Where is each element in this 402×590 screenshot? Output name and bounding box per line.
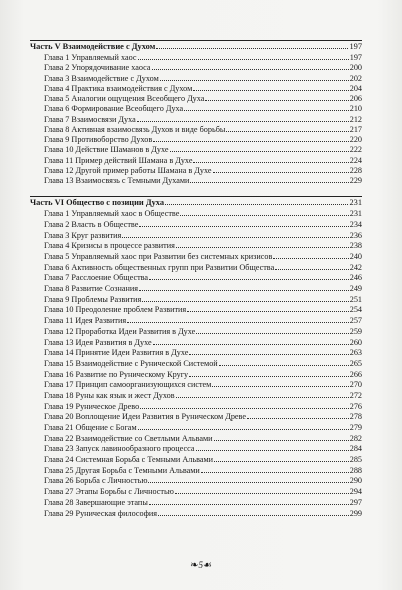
toc-entry xyxy=(44,241,362,252)
chapter-title: Глава 28 Завершающие этапы xyxy=(44,497,148,507)
page-number: 234 xyxy=(349,219,362,229)
page-number: 251 xyxy=(349,294,362,304)
page-number: 242 xyxy=(349,262,362,272)
chapter-title: Глава 3 Круг развития xyxy=(44,230,122,240)
toc-entry xyxy=(44,284,362,295)
dot-leader xyxy=(196,333,348,334)
chapter-list xyxy=(30,53,362,186)
dot-leader xyxy=(153,344,349,345)
chapter-title: Глава 17 Принцип самоорганизующихся систем xyxy=(44,380,212,390)
page-number: 197 xyxy=(349,42,362,51)
page-number: 284 xyxy=(349,444,362,454)
dot-leader xyxy=(180,215,348,216)
chapter-title: Глава 2 Упорядочивание хаоса xyxy=(44,63,151,73)
chapter-title: Глава 11 Идея Развития xyxy=(44,316,127,326)
chapter-title: Глава 7 Взаимосвязи Духа xyxy=(44,114,136,124)
dot-leader xyxy=(170,151,349,152)
chapter-title: Глава 25 Другая Борьба с Темными Альвами xyxy=(44,465,200,475)
page-number: 231 xyxy=(349,209,362,219)
dot-leader xyxy=(201,472,349,473)
toc-entry xyxy=(44,476,362,487)
toc-entry xyxy=(44,348,362,359)
toc-entry xyxy=(44,412,362,423)
chapter-title: Глава 5 Аналогии ощущения Всеобщего Духа xyxy=(44,94,205,103)
page-number: 276 xyxy=(349,401,362,411)
page-number: 222 xyxy=(349,145,362,155)
dot-leader xyxy=(214,461,349,462)
page-number: 299 xyxy=(349,508,362,518)
page-number: 238 xyxy=(349,241,362,251)
page-number: 260 xyxy=(349,337,362,347)
toc-entry xyxy=(44,166,362,176)
toc-entry xyxy=(44,305,362,316)
dot-leader xyxy=(176,397,349,398)
part-v xyxy=(30,40,362,186)
dot-leader xyxy=(138,59,349,60)
page-number: 206 xyxy=(349,94,362,103)
dot-leader xyxy=(184,110,349,111)
dot-leader xyxy=(205,100,348,101)
page-number: 217 xyxy=(349,124,362,134)
chapter-title: Глава 13 Взаимосвязь с Темными Духами xyxy=(44,176,190,185)
toc-entry xyxy=(44,509,362,520)
page-number: 270 xyxy=(349,380,362,390)
chapter-title: Глава 14 Принятие Идеи Развития в Духе xyxy=(44,348,189,358)
page-number-folio: 5 xyxy=(198,560,203,570)
chapter-title: Глава 15 Взаимодействие с Рунической Системой xyxy=(44,358,218,368)
toc-entry xyxy=(44,380,362,391)
dot-leader xyxy=(193,90,348,91)
toc-entry xyxy=(44,156,362,166)
dot-leader xyxy=(140,408,349,409)
chapter-title: Глава 2 Власть в Обществе xyxy=(44,219,139,229)
toc-entry xyxy=(44,104,362,114)
chapter-title: Глава 23 Запуск лавинообразного процесса xyxy=(44,444,195,454)
dot-leader xyxy=(193,162,348,163)
toc-entry xyxy=(44,84,362,94)
page-number: 212 xyxy=(349,114,362,124)
toc-entry xyxy=(44,370,362,381)
part-title-text: Часть V Взаимодействие с Духом xyxy=(30,42,156,51)
toc-entry xyxy=(44,444,362,455)
chapter-title: Глава 22 Взаимодействие со Светлыми Альвами xyxy=(44,433,213,443)
page-number: 263 xyxy=(349,348,362,358)
chapter-title: Глава 9 Противоборство Духов xyxy=(44,135,153,144)
chapter-title: Глава 7 Расслоение Общества xyxy=(44,273,149,283)
page-number: 266 xyxy=(349,369,362,379)
dot-leader xyxy=(148,482,348,483)
toc-entry xyxy=(44,391,362,402)
table-of-contents xyxy=(30,40,362,519)
page-number: 220 xyxy=(349,135,362,144)
dot-leader xyxy=(139,226,348,227)
toc-entry xyxy=(44,74,362,84)
part-vi xyxy=(30,196,362,519)
dot-leader xyxy=(149,504,349,505)
chapter-title: Глава 21 Общение с Богам xyxy=(44,423,137,432)
section-gap xyxy=(30,186,362,196)
dot-leader xyxy=(149,279,349,280)
chapter-title: Глава 29 Руническая философия xyxy=(44,508,158,518)
dot-leader xyxy=(138,429,349,430)
dot-leader xyxy=(212,386,348,387)
dot-leader xyxy=(196,450,349,451)
page-number: 297 xyxy=(349,497,362,507)
dot-leader xyxy=(219,365,349,366)
page-number: 249 xyxy=(349,284,362,294)
chapter-title: Глава 10 Преодоление проблем Развития xyxy=(44,305,187,315)
dot-leader xyxy=(214,440,349,441)
toc-entry xyxy=(44,53,362,63)
toc-entry xyxy=(44,316,362,327)
chapter-title: Глава 8 Развитие Сознания xyxy=(44,284,139,294)
page-number: 279 xyxy=(349,423,362,432)
part-title-text: Часть VI Общество с позиции Духа xyxy=(30,198,165,208)
toc-entry xyxy=(44,220,362,231)
chapter-title: Глава 5 Управляемый хаос при Развитии без системных кризисов xyxy=(44,252,273,261)
toc-entry xyxy=(44,145,362,155)
page-number: 254 xyxy=(349,305,362,315)
dot-leader xyxy=(165,204,348,205)
chapter-title: Глава 6 Формирование Всеобщего Духа xyxy=(44,104,184,114)
dot-leader xyxy=(189,354,348,355)
chapter-title: Глава 9 Проблемы Развития xyxy=(44,294,142,304)
toc-entry xyxy=(44,402,362,413)
page-number: 265 xyxy=(349,358,362,368)
toc-entry xyxy=(44,115,362,125)
chapter-title: Глава 13 Идея Развития в Духе xyxy=(44,337,152,347)
toc-entry xyxy=(44,63,362,73)
dot-leader xyxy=(137,121,349,122)
page-number: 288 xyxy=(349,465,362,475)
chapter-title: Глава 8 Активная взаимосвязь Духов и виде борьбы xyxy=(44,124,226,134)
page-number: 231 xyxy=(349,198,362,208)
page-number: 257 xyxy=(349,316,362,326)
toc-entry xyxy=(44,423,362,434)
page-number: 285 xyxy=(349,455,362,465)
dot-leader xyxy=(158,515,349,516)
dot-leader xyxy=(142,301,348,302)
page-number: 282 xyxy=(349,433,362,443)
toc-entry xyxy=(44,94,362,104)
toc-entry xyxy=(44,252,362,263)
page-number: 229 xyxy=(349,176,362,185)
dot-leader xyxy=(160,80,349,81)
toc-entry xyxy=(44,327,362,338)
toc-entry xyxy=(44,498,362,509)
chapter-title: Глава 20 Воплощение Идеи Развития в Руническом Древе xyxy=(44,412,246,422)
page-number: 259 xyxy=(349,326,362,336)
dot-leader xyxy=(213,172,349,173)
chapter-title: Глава 10 Действие Шаманов в Духе xyxy=(44,145,169,155)
page-number: 204 xyxy=(349,83,362,93)
chapter-title: Глава 6 Активность общественных групп при Развитии Общества xyxy=(44,262,275,272)
chapter-title: Глава 3 Взаимодействие с Духом xyxy=(44,73,159,83)
page-number: 202 xyxy=(349,73,362,83)
dot-leader xyxy=(273,258,348,259)
dot-leader xyxy=(152,69,349,70)
page-number: 290 xyxy=(349,476,362,486)
page-number: 200 xyxy=(349,63,362,73)
toc-entry xyxy=(44,359,362,370)
page-number: 246 xyxy=(349,273,362,283)
page-number: 294 xyxy=(349,487,362,497)
part-title xyxy=(30,40,362,53)
dot-leader xyxy=(139,290,349,291)
chapter-title: Глава 24 Системная Борьба с Темными Альвами xyxy=(44,455,214,465)
page-number: 197 xyxy=(349,53,362,62)
toc-entry xyxy=(44,135,362,145)
toc-entry xyxy=(44,176,362,186)
page-folio xyxy=(0,560,402,571)
chapter-title: Глава 18 Руны как язык и жест Духов xyxy=(44,390,175,400)
page-number: 240 xyxy=(349,252,362,261)
chapter-title: Глава 1 Управляемый хаос xyxy=(44,53,137,62)
chapter-title: Глава 11 Пример действий Шамана в Духе xyxy=(44,155,193,165)
toc-entry xyxy=(44,434,362,445)
chapter-title: Глава 4 Практика взаимодействия с Духом xyxy=(44,83,193,93)
chapter-title: Глава 12 Другой пример работы Шамана в Духе xyxy=(44,165,212,175)
chapter-title: Глава 12 Проработка Идеи Развития в Духе xyxy=(44,326,196,336)
page-number: 224 xyxy=(349,155,362,165)
chapter-title: Глава 1 Управляемый хаос в Обществе xyxy=(44,209,180,219)
folio-ornament-right: ☙ xyxy=(202,560,212,571)
toc-entry xyxy=(44,455,362,466)
dot-leader xyxy=(190,182,348,183)
folio-ornament-left: ❧ xyxy=(190,560,199,571)
dot-leader xyxy=(189,376,349,377)
chapter-title: Глава 19 Руническое Древо xyxy=(44,401,140,411)
page-number: 236 xyxy=(349,230,362,240)
chapter-title: Глава 27 Этапы Борьбы с Личностью xyxy=(44,487,174,497)
chapter-title: Глава 16 Развитие по Руническому Кругу xyxy=(44,369,189,379)
chapter-list xyxy=(30,209,362,519)
dot-leader xyxy=(247,418,349,419)
dot-leader xyxy=(226,131,348,132)
page-number: 210 xyxy=(349,104,362,114)
part-title xyxy=(30,196,362,209)
page-number: 278 xyxy=(349,412,362,422)
toc-entry xyxy=(44,273,362,284)
page-number: 228 xyxy=(349,165,362,175)
toc-entry xyxy=(44,125,362,135)
toc-entry xyxy=(44,466,362,477)
toc-entry xyxy=(44,295,362,306)
dot-leader xyxy=(187,311,349,312)
toc-entry xyxy=(44,487,362,498)
dot-leader xyxy=(275,269,349,270)
chapter-title: Глава 26 Борьба с Личностью xyxy=(44,476,148,486)
dot-leader xyxy=(175,493,349,494)
toc-entry xyxy=(44,231,362,242)
toc-entry xyxy=(44,209,362,220)
page-number: 272 xyxy=(349,390,362,400)
dot-leader xyxy=(153,141,349,142)
toc-entry xyxy=(44,263,362,274)
toc-entry xyxy=(44,338,362,349)
chapter-title: Глава 4 Кризисы в процессе развития xyxy=(44,241,175,251)
dot-leader xyxy=(156,48,348,49)
dot-leader xyxy=(122,237,348,238)
dot-leader xyxy=(176,247,349,248)
dot-leader xyxy=(127,322,349,323)
